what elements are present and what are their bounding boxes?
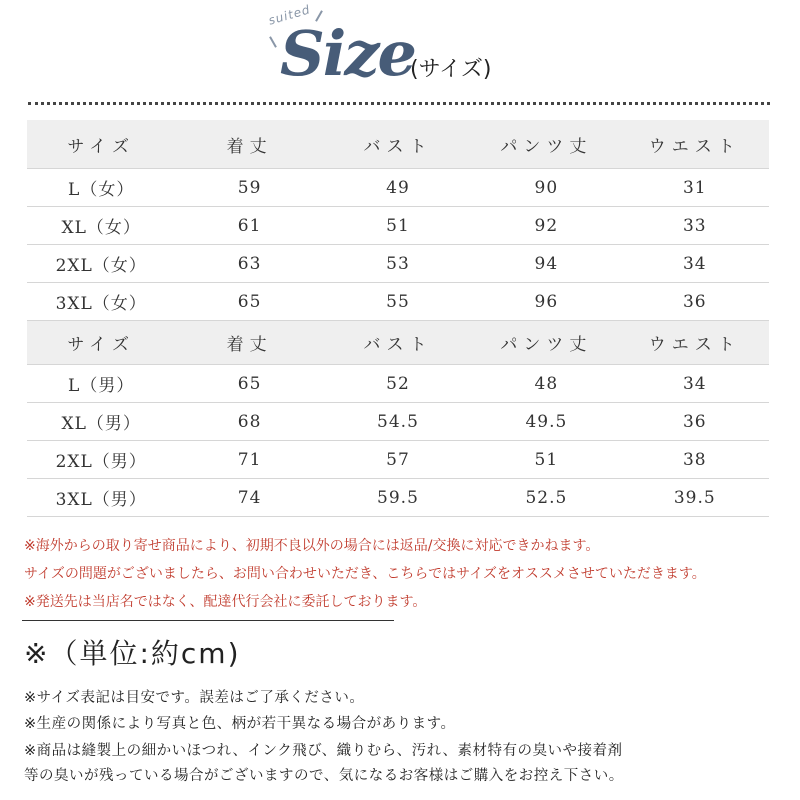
table-row: [27, 403, 769, 441]
header-cell: サイズ: [27, 321, 175, 365]
size-subtitle: (サイズ): [410, 57, 492, 82]
table-cell: L（男）: [27, 365, 175, 403]
note-line: 等の臭いが残っている場合がございますので、気になるお客様はご購入をお控え下さい。: [24, 768, 624, 784]
table-cell: L（女）: [27, 169, 175, 207]
table-cell: 59.5: [324, 479, 472, 517]
red-note: ※海外からの取り寄せ商品により、初期不良以外の場合には返品/交換に対応できかねます。: [24, 538, 600, 554]
header-cell: バスト: [324, 321, 472, 365]
unit-divider: [22, 620, 394, 621]
table-cell: 51: [324, 207, 472, 245]
table-cell: 36: [621, 403, 769, 441]
table-cell: 68: [175, 403, 323, 441]
table-cell: 3XL（男）: [27, 479, 175, 517]
note-line: ※サイズ表記は目安です。誤差はご了承ください。: [24, 690, 365, 706]
table-cell: 49: [324, 169, 472, 207]
table-cell: 57: [324, 441, 472, 479]
decorative-tick: [269, 36, 277, 47]
table-cell: 34: [621, 365, 769, 403]
table-row: [27, 169, 769, 207]
table-cell: 38: [621, 441, 769, 479]
note-line: ※商品は縫製上の細かいほつれ、インク飛び、織りむら、汚れ、素材特有の臭いや接着剤: [24, 743, 623, 759]
size-title: Size: [280, 17, 415, 90]
table-cell: 65: [175, 283, 323, 321]
table-row: [27, 365, 769, 403]
table-cell: 54.5: [324, 403, 472, 441]
table-cell: 61: [175, 207, 323, 245]
table-cell: 36: [621, 283, 769, 321]
table-cell: 59: [175, 169, 323, 207]
table-cell: 48: [472, 365, 620, 403]
note-line: ※生産の関係により写真と色、柄が若干異なる場合があります。: [24, 716, 456, 732]
table-cell: 34: [621, 245, 769, 283]
header-cell: ウエスト: [621, 120, 769, 169]
table-cell: 90: [472, 169, 620, 207]
table-cell: 51: [472, 441, 620, 479]
unit-label: ※（単位:約cm): [24, 637, 241, 670]
table-header-row-men: [27, 321, 769, 365]
table-row: [27, 441, 769, 479]
table-cell: 33: [621, 207, 769, 245]
size-header: [0, 0, 800, 100]
size-table: [27, 120, 769, 517]
table-cell: 92: [472, 207, 620, 245]
table-row: [27, 479, 769, 517]
table-cell: 39.5: [621, 479, 769, 517]
header-cell: パンツ丈: [472, 321, 620, 365]
table-cell: 63: [175, 245, 323, 283]
table-cell: 2XL（女）: [27, 245, 175, 283]
dotted-divider: [28, 102, 770, 105]
header-cell: パンツ丈: [472, 120, 620, 169]
red-note: ※発送先は当店名ではなく、配達代行会社に委託しております。: [24, 594, 427, 610]
header-cell: ウエスト: [621, 321, 769, 365]
table-cell: XL（女）: [27, 207, 175, 245]
table-row: [27, 207, 769, 245]
header-cell: サイズ: [27, 120, 175, 169]
table-cell: 2XL（男）: [27, 441, 175, 479]
suited-script: suited: [266, 2, 313, 28]
table-cell: 31: [621, 169, 769, 207]
table-cell: 52.5: [472, 479, 620, 517]
table-cell: 53: [324, 245, 472, 283]
table-cell: XL（男）: [27, 403, 175, 441]
header-cell: バスト: [324, 120, 472, 169]
table-row: [27, 245, 769, 283]
red-note: サイズの問題がございましたら、お問い合わせいただき、こちらではサイズをオススメさせていただきます。: [24, 566, 706, 582]
table-cell: 49.5: [472, 403, 620, 441]
table-cell: 55: [324, 283, 472, 321]
table-cell: 3XL（女）: [27, 283, 175, 321]
table-cell: 52: [324, 365, 472, 403]
table-cell: 71: [175, 441, 323, 479]
table-cell: 96: [472, 283, 620, 321]
table-header-row-women: [27, 120, 769, 169]
header-cell: 着丈: [175, 120, 323, 169]
header-cell: 着丈: [175, 321, 323, 365]
table-cell: 94: [472, 245, 620, 283]
table-cell: 74: [175, 479, 323, 517]
table-cell: 65: [175, 365, 323, 403]
table-row: [27, 283, 769, 321]
